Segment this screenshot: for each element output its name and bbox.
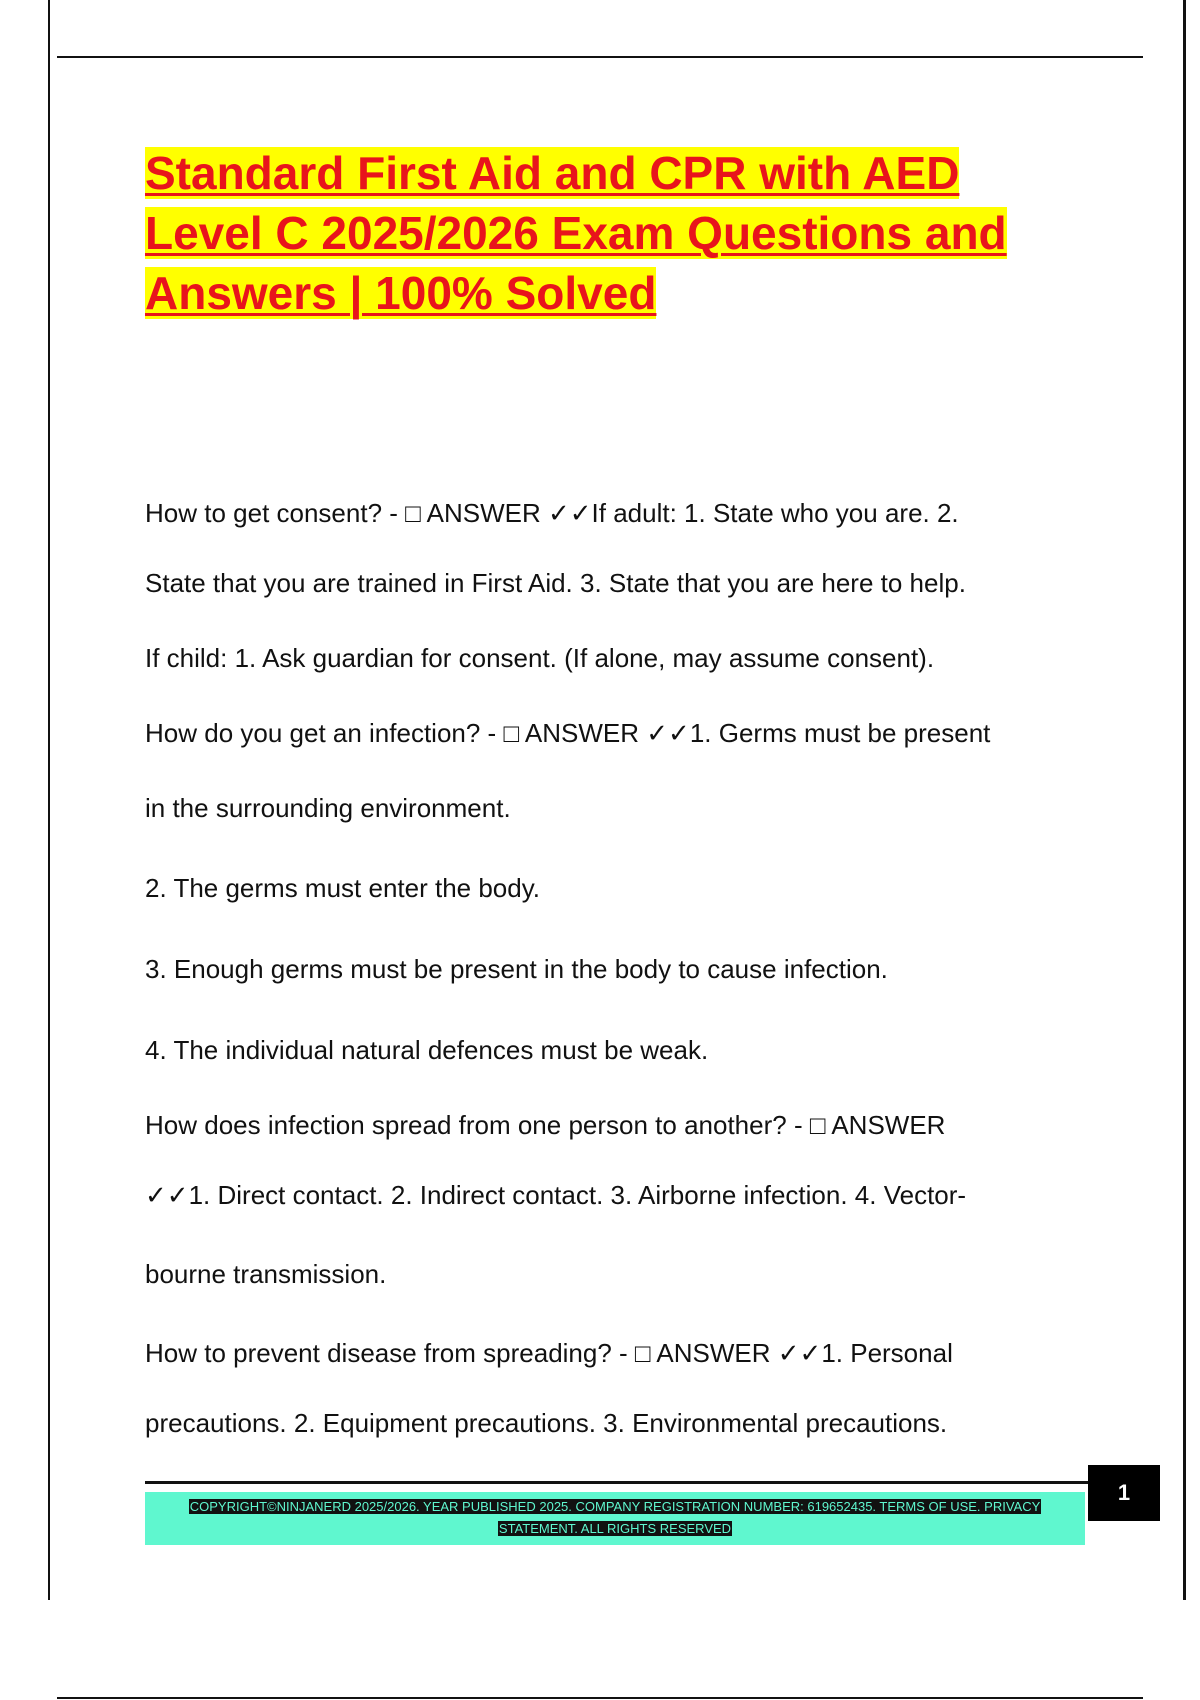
- body-line: bourne transmission.: [145, 1259, 387, 1289]
- footer-rule: [145, 1481, 1090, 1484]
- title-line: Standard First Aid and CPR with AED: [145, 147, 960, 199]
- bottom-rule: [57, 1697, 1143, 1699]
- body-line: ✓✓1. Direct contact. 2. Indirect contact. 3. Airborne infection. 4. Vector-: [145, 1180, 967, 1210]
- page-border-left: [48, 0, 50, 1600]
- copyright-footer: [145, 1492, 1085, 1545]
- body-line: 4. The individual natural defences must be weak.: [145, 1035, 709, 1065]
- body-line: How to prevent disease from spreading? - □ ANSWER ✓✓1. Personal: [145, 1338, 953, 1368]
- title-line: Answers | 100% Solved: [145, 267, 657, 319]
- body-line: How to get consent? - □ ANSWER ✓✓If adult: 1. State who you are. 2.: [145, 498, 959, 528]
- body-line: 3. Enough germs must be present in the body to cause infection.: [145, 954, 888, 984]
- document-body: [145, 478, 1095, 1458]
- header-rule: [57, 56, 1143, 58]
- body-line: How do you get an infection? - □ ANSWER ✓✓1. Germs must be present: [145, 718, 991, 748]
- copyright-line: STATEMENT. ALL RIGHTS RESERVED: [498, 1521, 732, 1536]
- document-title: [145, 143, 1095, 323]
- body-line: precautions. 2. Equipment precautions. 3. Environmental precautions.: [145, 1408, 948, 1438]
- page-border-right: [1183, 0, 1186, 1600]
- body-line: in the surrounding environment.: [145, 793, 511, 823]
- copyright-line: COPYRIGHT©NINJANERD 2025/2026. YEAR PUBLISHED 2025. COMPANY REGISTRATION NUMBER: 619652435. TERMS OF USE. PRIVACY: [189, 1499, 1041, 1514]
- body-line: How does infection spread from one person to another? - □ ANSWER: [145, 1110, 946, 1140]
- body-line: State that you are trained in First Aid. 3. State that you are here to help.: [145, 568, 966, 598]
- body-line: 2. The germs must enter the body.: [145, 873, 541, 903]
- page-number: 1: [1088, 1465, 1160, 1521]
- title-line: Level C 2025/2026 Exam Questions and: [145, 207, 1007, 259]
- body-line: If child: 1. Ask guardian for consent. (If alone, may assume consent).: [145, 643, 935, 673]
